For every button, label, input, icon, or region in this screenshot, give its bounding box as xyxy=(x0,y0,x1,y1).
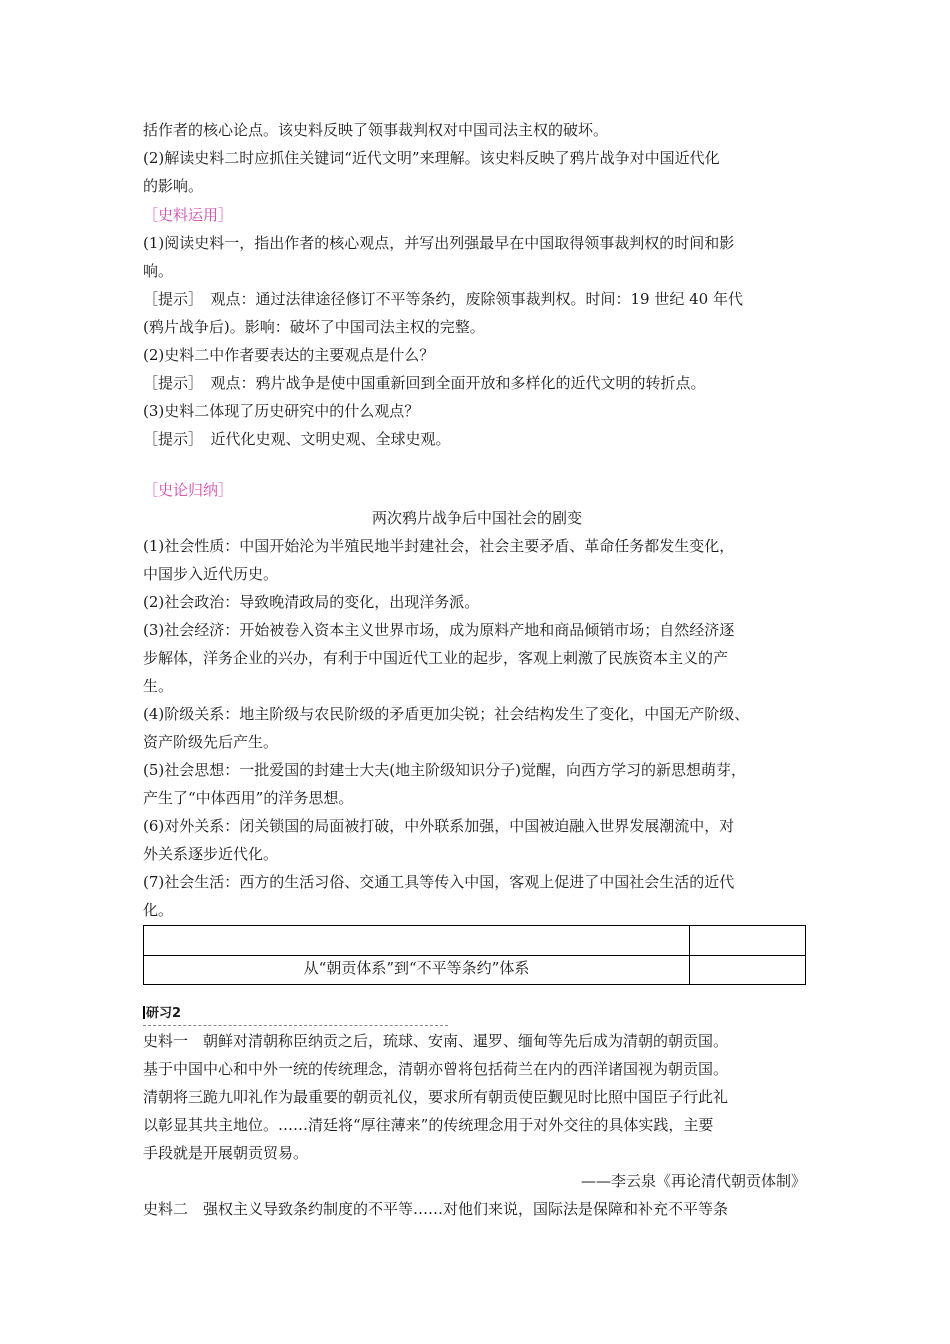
summary-line: 化。 xyxy=(143,901,174,919)
summary-title: 两次鸦片战争后中国社会的剧变 xyxy=(371,509,582,527)
text-line: (2)解读史料二时应抓住关键词“近代文明”来理解。该史料反映了鸦片战争对中国近代化 xyxy=(143,149,720,167)
question-text: (1)阅读史料一，指出作者的核心观点，并写出列强最早在中国取得领事裁判权的时间和影 xyxy=(143,234,735,252)
section-heading-apply: ［史料运用］ xyxy=(143,206,234,224)
tag-bar xyxy=(143,1006,145,1019)
material-line: 基于中国中心和中外一统的传统理念，清朝亦曾将包括荷兰在内的西洋诸国视为朝贡国。 xyxy=(143,1060,729,1078)
hint-text: ［提示］ 观点：通过法律途径修订不平等条约，废除领事裁判权。时间：19 世纪 40 年代 xyxy=(143,290,743,308)
summary-line: 中国步入近代历史。 xyxy=(143,565,279,583)
question-text: 响。 xyxy=(143,262,174,280)
hint-text: ［提示］ 近代化史观、文明史观、全球史观。 xyxy=(143,430,451,448)
summary-line: (5)社会思想：一批爱国的封建士大夫(地主阶级知识分子)觉醒，向西方学习的新思想萌芽， xyxy=(143,761,746,779)
material-line: 史料二 强权主义导致条约制度的不平等……对他们来说，国际法是保障和补充不平等条 xyxy=(143,1200,729,1218)
summary-line: (3)社会经济：开始被卷入资本主义世界市场，成为原料产地和商品倾销市场；自然经济逐 xyxy=(143,621,735,639)
text-line: 括作者的核心论点。该史料反映了领事裁判权对中国司法主权的破坏。 xyxy=(143,121,609,139)
summary-line: 外关系逐步近代化。 xyxy=(143,845,279,863)
material-source: ——李云泉《再论清代朝贡体制》 xyxy=(580,1172,806,1190)
material-line: 史料一 朝鲜对清朝称臣纳贡之后，琉球、安南、暹罗、缅甸等先后成为清朝的朝贡国。 xyxy=(143,1032,729,1050)
summary-line: (4)阶级关系：地主阶级与农民阶级的矛盾更加尖锐；社会结构发生了变化，中国无产阶级、 xyxy=(143,705,750,723)
summary-line: (2)社会政治：导致晚清政局的变化，出现洋务派。 xyxy=(143,593,480,611)
summary-line: 生。 xyxy=(143,677,174,695)
summary-line: 资产阶级先后产生。 xyxy=(143,733,279,751)
section-heading-summary: ［史论归纳］ xyxy=(143,481,234,499)
summary-line: (7)社会生活：西方的生活习俗、交通工具等传入中国，客观上促进了中国社会生活的近代 xyxy=(143,873,735,891)
topic-table xyxy=(143,925,806,985)
summary-line: 步解体，洋务企业的兴办，有利于中国近代工业的起步，客观上刺激了民族资本主义的产 xyxy=(143,649,729,667)
text-line: 的影响。 xyxy=(143,177,204,195)
table-cell-topic: 从“朝贡体系”到“不平等条约”体系 xyxy=(303,959,530,977)
table-divider xyxy=(144,955,805,956)
material-line: 清朝将三跪九叩礼作为最重要的朝贡礼仪，要求所有朝贡使臣觐见时比照中国臣子行此礼 xyxy=(143,1088,729,1106)
summary-line: (6)对外关系：闭关锁国的局面被打破，中外联系加强，中国被迫融入世界发展潮流中，对 xyxy=(143,817,735,835)
question-text: (2)史料二中作者要表达的主要观点是什么？ xyxy=(143,346,435,364)
hint-text: ［提示］ 观点：鸦片战争是使中国重新回到全面开放和多样化的近代文明的转折点。 xyxy=(143,374,706,392)
summary-line: (1)社会性质：中国开始沦为半殖民地半封建社会，社会主要矛盾、革命任务都发生变化， xyxy=(143,537,735,555)
question-text: (3)史料二体现了历史研究中的什么观点？ xyxy=(143,402,420,420)
summary-line: 产生了“中体西用”的洋务思想。 xyxy=(143,789,354,807)
dashed-divider xyxy=(143,1025,448,1026)
study-tag xyxy=(143,1006,181,1022)
material-line: 以彰显其共主地位。……清廷将“厚往薄来”的传统理念用于对外交往的具体实践，主要 xyxy=(143,1116,714,1134)
hint-text: (鸦片战争后)。影响：破坏了中国司法主权的完整。 xyxy=(143,318,485,336)
material-line: 手段就是开展朝贡贸易。 xyxy=(143,1144,309,1162)
study-tag-label: 研习2 xyxy=(146,1006,182,1021)
